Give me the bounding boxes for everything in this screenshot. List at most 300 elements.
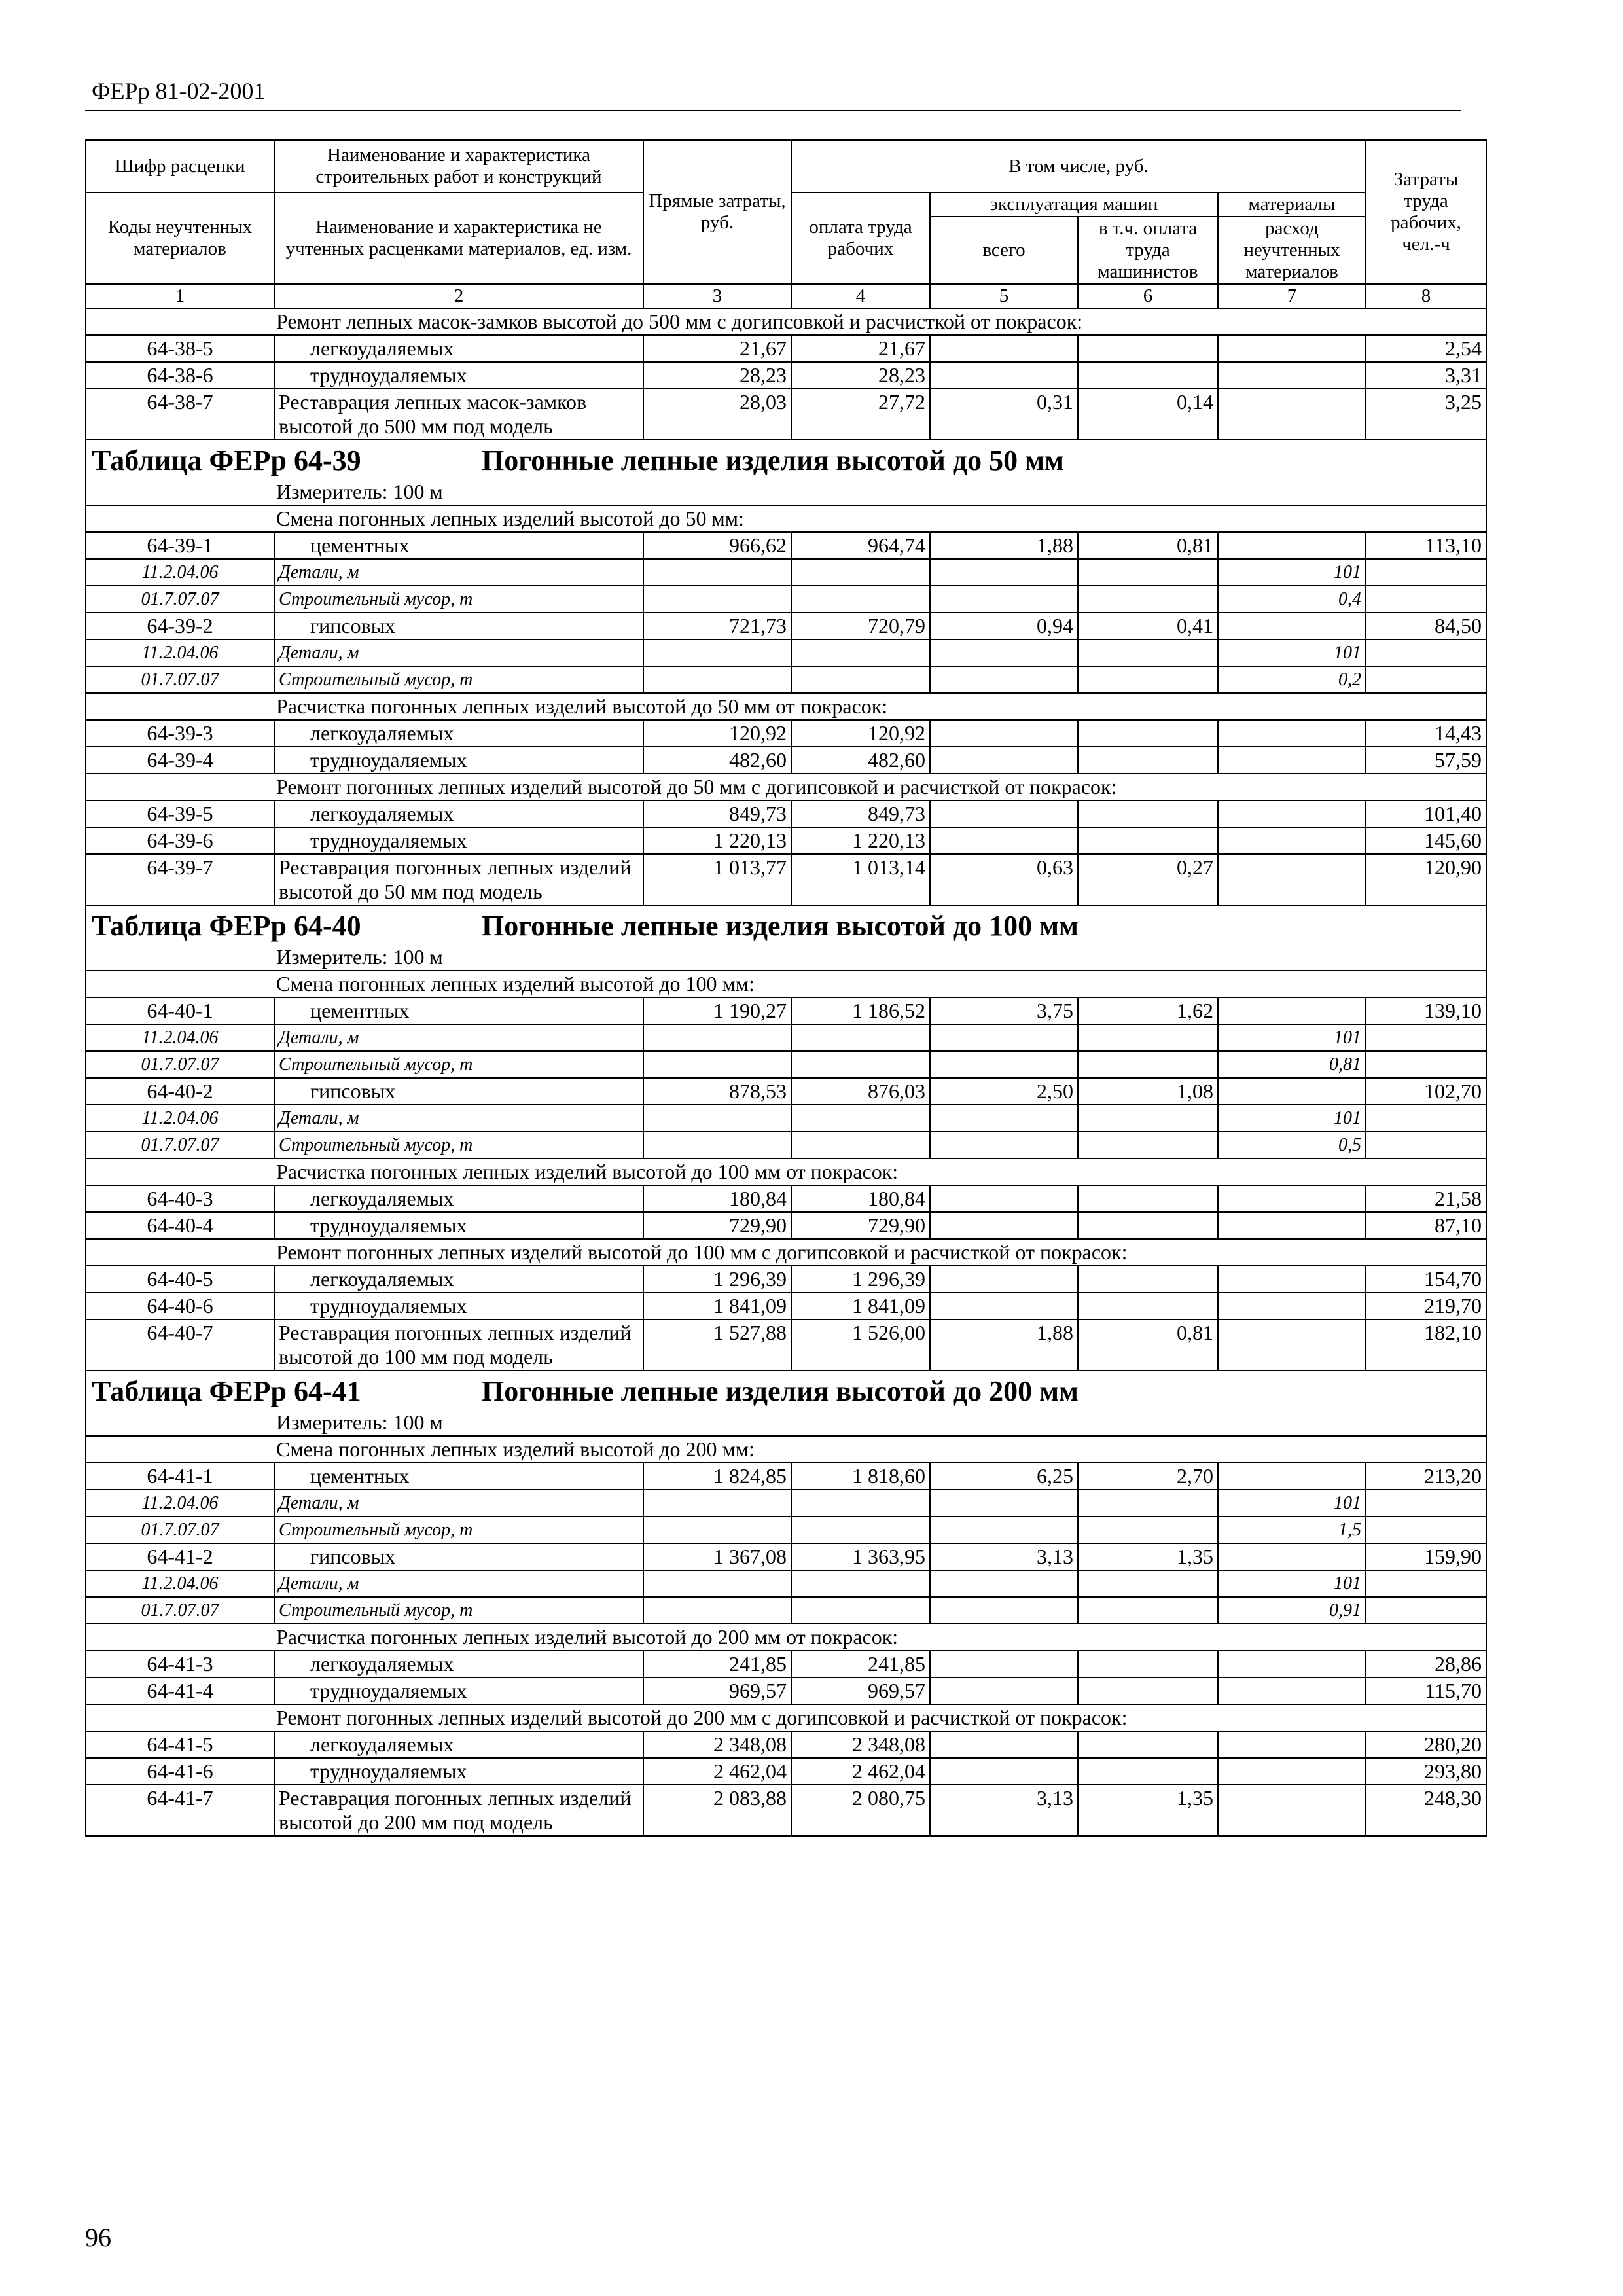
machine-cost: 1,88 [930,532,1078,559]
materials-cost [1218,1731,1366,1758]
empty-cell [1078,666,1218,693]
rate-code: 64-40-3 [86,1185,274,1212]
operator-cost [1078,827,1218,854]
section-row [86,1624,1486,1651]
rate-name-text: гипсовых [310,1545,396,1568]
rate-name [274,1785,643,1836]
labor-hours: 293,80 [1366,1758,1486,1785]
rate-row [86,362,1486,389]
header-rule [85,110,1461,111]
rate-name [274,1078,643,1105]
empty-cell [1366,1490,1486,1516]
material-name: Строительный мусор, т [274,1597,643,1624]
direct-cost: 1 367,08 [643,1543,791,1570]
rate-name-text: легкоудаляемых [310,1732,454,1756]
empty-cell [643,586,791,613]
material-name: Детали, м [274,1105,643,1132]
rate-name [274,1677,643,1704]
rate-code: 64-39-4 [86,747,274,774]
empty-cell [1366,1570,1486,1597]
rate-name-text: трудноудаляемых [310,1679,467,1702]
table-heading: Погонные лепные изделия высотой до 200 мм [482,1375,1079,1407]
empty-cell [930,1024,1078,1051]
operator-cost [1078,1185,1218,1212]
labor-hours: 213,20 [1366,1463,1486,1490]
machine-cost: 3,13 [930,1785,1078,1836]
empty-cell [1078,586,1218,613]
section-title: Смена погонных лепных изделий высотой до 200 мм: [86,1436,1486,1463]
direct-cost: 1 190,27 [643,997,791,1024]
empty-cell [643,1516,791,1543]
rate-row [86,532,1486,559]
direct-cost: 241,85 [643,1651,791,1677]
labor-hours: 3,25 [1366,389,1486,440]
empty-cell [1366,1132,1486,1158]
empty-cell [1078,1516,1218,1543]
material-row [86,1051,1486,1078]
material-code: 11.2.04.06 [86,1490,274,1516]
operator-cost: 0,81 [1078,1319,1218,1371]
rate-code: 64-38-7 [86,389,274,440]
direct-cost: 2 348,08 [643,1731,791,1758]
materials-cost [1218,613,1366,639]
empty-cell [1366,586,1486,613]
labor-hours: 248,30 [1366,1785,1486,1836]
direct-cost: 28,23 [643,362,791,389]
machine-cost [930,1185,1078,1212]
materials-cost [1218,362,1366,389]
col-name-bottom: Наименование и характеристика не учтенных расценками материалов, ед. изм. [274,192,643,284]
rate-code: 64-39-6 [86,827,274,854]
machine-cost: 3,13 [930,1543,1078,1570]
measure-row [86,1410,1486,1436]
material-name: Строительный мусор, т [274,1516,643,1543]
rate-code: 64-41-3 [86,1651,274,1677]
material-name: Строительный мусор, т [274,1051,643,1078]
section-row [86,971,1486,997]
materials-cost [1218,532,1366,559]
rate-row [86,389,1486,440]
table-number: Таблица ФЕРр 64-41 [92,1375,361,1407]
materials-cost [1218,720,1366,747]
rate-row [86,1078,1486,1105]
machine-cost [930,1266,1078,1293]
direct-cost: 1 013,77 [643,854,791,905]
empty-cell [791,559,930,586]
materials-cost [1218,1651,1366,1677]
labor-cost: 964,74 [791,532,930,559]
table-title [86,905,1486,944]
labor-hours: 28,86 [1366,1651,1486,1677]
materials-cost [1218,800,1366,827]
labor-hours: 2,54 [1366,335,1486,362]
machine-cost [930,827,1078,854]
rate-row [86,854,1486,905]
labor-hours: 145,60 [1366,827,1486,854]
operator-cost [1078,747,1218,774]
materials-cost [1218,1677,1366,1704]
rate-code: 64-39-7 [86,854,274,905]
col-operators: в т.ч. оплата труда машинистов [1078,217,1218,284]
operator-cost: 1,35 [1078,1543,1218,1570]
material-code: 11.2.04.06 [86,1570,274,1597]
rate-code: 64-41-7 [86,1785,274,1836]
rate-row [86,613,1486,639]
rate-name-text: легкоудаляемых [310,1187,454,1210]
section-title: Ремонт погонных лепных изделий высотой до 100 мм с догипсовкой и расчисткой от покрасок: [86,1239,1486,1266]
rate-row [86,997,1486,1024]
col-materials: материалы [1218,192,1366,217]
rate-name [274,997,643,1024]
empty-cell [643,1570,791,1597]
rate-name [274,532,643,559]
rates-table [85,139,1487,1837]
operator-cost [1078,362,1218,389]
empty-cell [1366,1597,1486,1624]
materials-cost [1218,854,1366,905]
operator-cost: 0,14 [1078,389,1218,440]
col-num-8: 8 [1366,284,1486,308]
material-code: 01.7.07.07 [86,1132,274,1158]
operator-cost [1078,1677,1218,1704]
labor-cost: 969,57 [791,1677,930,1704]
rate-code: 64-40-6 [86,1293,274,1319]
labor-cost: 1 841,09 [791,1293,930,1319]
materials-cost [1218,1293,1366,1319]
table-heading: Погонные лепные изделия высотой до 100 мм [482,910,1079,942]
rate-code: 64-41-2 [86,1543,274,1570]
rate-name [274,800,643,827]
labor-cost: 849,73 [791,800,930,827]
labor-hours: 115,70 [1366,1677,1486,1704]
rate-code: 64-40-4 [86,1212,274,1239]
rate-row [86,720,1486,747]
col-num-2: 2 [274,284,643,308]
rate-name [274,747,643,774]
rate-name [274,854,643,905]
table-title-row [86,1371,1486,1410]
operator-cost: 1,35 [1078,1785,1218,1836]
empty-cell [791,1597,930,1624]
material-code: 11.2.04.06 [86,1105,274,1132]
col-consumption: расход неучтенных материалов [1218,217,1366,284]
rate-name [274,1731,643,1758]
rate-name [274,1758,643,1785]
empty-cell [930,1570,1078,1597]
empty-cell [643,1051,791,1078]
empty-cell [1078,1597,1218,1624]
labor-hours: 280,20 [1366,1731,1486,1758]
rate-name [274,389,643,440]
section-row [86,1436,1486,1463]
rate-name [274,1212,643,1239]
labor-hours: 57,59 [1366,747,1486,774]
material-consumption: 0,81 [1218,1051,1366,1078]
labor-hours: 113,10 [1366,532,1486,559]
operator-cost: 1,62 [1078,997,1218,1024]
machine-cost [930,1651,1078,1677]
materials-cost [1218,1212,1366,1239]
empty-cell [1366,1051,1486,1078]
labor-hours: 154,70 [1366,1266,1486,1293]
col-num-6: 6 [1078,284,1218,308]
machine-cost: 0,63 [930,854,1078,905]
rate-row [86,1212,1486,1239]
machine-cost [930,1731,1078,1758]
empty-cell [1366,1105,1486,1132]
labor-cost: 27,72 [791,389,930,440]
operator-cost: 0,41 [1078,613,1218,639]
rate-name [274,720,643,747]
labor-hours: 84,50 [1366,613,1486,639]
direct-cost: 849,73 [643,800,791,827]
material-row [86,1490,1486,1516]
machine-cost [930,1677,1078,1704]
empty-cell [791,666,930,693]
empty-cell [791,1570,930,1597]
direct-cost: 1 220,13 [643,827,791,854]
rate-name-text: Реставрация погонных лепных изделий высотой до 50 мм под модель [279,855,632,903]
rate-name [274,335,643,362]
operator-cost: 0,81 [1078,532,1218,559]
direct-cost: 1 841,09 [643,1293,791,1319]
section-row [86,505,1486,532]
direct-cost: 1 527,88 [643,1319,791,1371]
labor-hours: 3,31 [1366,362,1486,389]
measure-text: Измеритель: 100 м [86,944,1486,971]
machine-cost: 0,31 [930,389,1078,440]
materials-cost [1218,827,1366,854]
rate-row [86,1758,1486,1785]
material-consumption: 0,5 [1218,1132,1366,1158]
material-code: 11.2.04.06 [86,1024,274,1051]
empty-cell [930,586,1078,613]
machine-cost [930,720,1078,747]
labor-cost: 241,85 [791,1651,930,1677]
col-codes: Коды неучтенных материалов [86,192,274,284]
rate-name-text: легкоудаляемых [310,1652,454,1676]
empty-cell [791,639,930,666]
empty-cell [1078,639,1218,666]
labor-cost: 1 526,00 [791,1319,930,1371]
rate-name-text: трудноудаляемых [310,748,467,772]
labor-cost: 28,23 [791,362,930,389]
material-name: Детали, м [274,559,643,586]
rate-name-text: легкоудаляемых [310,1267,454,1291]
table-title [86,1371,1486,1410]
empty-cell [791,1024,930,1051]
rate-code: 64-38-5 [86,335,274,362]
labor-hours: 120,90 [1366,854,1486,905]
running-header: ФЕРр 81-02-2001 [92,78,266,104]
direct-cost: 180,84 [643,1185,791,1212]
section-row [86,1704,1486,1731]
col-direct: Прямые затраты, руб. [643,140,791,284]
empty-cell [930,1597,1078,1624]
section-title: Расчистка погонных лепных изделий высотой до 50 мм от покрасок: [86,693,1486,720]
labor-hours: 102,70 [1366,1078,1486,1105]
empty-cell [643,1597,791,1624]
rate-row [86,827,1486,854]
operator-cost [1078,1758,1218,1785]
labor-hours: 139,10 [1366,997,1486,1024]
section-title: Смена погонных лепных изделий высотой до 50 мм: [86,505,1486,532]
measure-row [86,944,1486,971]
rate-name-text: цементных [310,999,410,1022]
rate-name [274,1543,643,1570]
labor-hours: 14,43 [1366,720,1486,747]
material-consumption: 0,4 [1218,586,1366,613]
labor-hours: 21,58 [1366,1185,1486,1212]
rate-name-text: Реставрация погонных лепных изделий высотой до 100 мм под модель [279,1321,632,1369]
material-consumption: 0,2 [1218,666,1366,693]
direct-cost: 878,53 [643,1078,791,1105]
labor-cost: 1 013,14 [791,854,930,905]
rate-name-text: трудноудаляемых [310,1759,467,1783]
col-num-7: 7 [1218,284,1366,308]
materials-cost [1218,747,1366,774]
operator-cost [1078,1212,1218,1239]
table-title-row [86,440,1486,479]
empty-cell [791,586,930,613]
rate-name [274,1463,643,1490]
material-name: Строительный мусор, т [274,666,643,693]
labor-cost: 1 220,13 [791,827,930,854]
empty-cell [643,1132,791,1158]
labor-hours: 219,70 [1366,1293,1486,1319]
rate-code: 64-41-1 [86,1463,274,1490]
direct-cost: 28,03 [643,389,791,440]
machine-cost [930,335,1078,362]
col-num-5: 5 [930,284,1078,308]
material-row [86,666,1486,693]
material-consumption: 101 [1218,1490,1366,1516]
rate-row [86,1785,1486,1836]
material-name: Детали, м [274,639,643,666]
operator-cost [1078,1266,1218,1293]
direct-cost: 969,57 [643,1677,791,1704]
material-consumption: 101 [1218,1570,1366,1597]
empty-cell [930,1490,1078,1516]
table-title [86,440,1486,479]
rate-name-text: трудноудаляемых [310,363,467,387]
machine-cost [930,800,1078,827]
direct-cost: 482,60 [643,747,791,774]
empty-cell [930,666,1078,693]
empty-cell [1366,1024,1486,1051]
rate-name [274,1319,643,1371]
machine-cost [930,747,1078,774]
material-code: 01.7.07.07 [86,1051,274,1078]
materials-cost [1218,1785,1366,1836]
col-num-3: 3 [643,284,791,308]
table-number: Таблица ФЕРр 64-40 [92,910,361,942]
machine-cost: 3,75 [930,997,1078,1024]
rate-name [274,1293,643,1319]
material-code: 01.7.07.07 [86,1516,274,1543]
rate-code: 64-41-5 [86,1731,274,1758]
labor-cost: 720,79 [791,613,930,639]
labor-cost: 2 462,04 [791,1758,930,1785]
machine-cost [930,362,1078,389]
empty-cell [1366,559,1486,586]
operator-cost [1078,335,1218,362]
empty-cell [643,666,791,693]
table-number: Таблица ФЕРр 64-39 [92,444,361,476]
materials-cost [1218,997,1366,1024]
col-total: всего [930,217,1078,284]
col-workers: Затраты труда рабочих, чел.-ч [1366,140,1486,284]
rate-row [86,1266,1486,1293]
material-consumption: 101 [1218,1024,1366,1051]
measure-text: Измеритель: 100 м [86,1410,1486,1436]
rate-code: 64-39-1 [86,532,274,559]
rate-row [86,1463,1486,1490]
materials-cost [1218,335,1366,362]
rate-name-text: гипсовых [310,1079,396,1103]
empty-cell [791,1490,930,1516]
col-including: В том числе, руб. [791,140,1366,192]
empty-cell [930,1132,1078,1158]
rate-code: 64-40-5 [86,1266,274,1293]
materials-cost [1218,1185,1366,1212]
material-name: Детали, м [274,1024,643,1051]
labor-cost: 1 186,52 [791,997,930,1024]
rate-row [86,1651,1486,1677]
labor-cost: 876,03 [791,1078,930,1105]
labor-hours: 87,10 [1366,1212,1486,1239]
machine-cost [930,1212,1078,1239]
rate-name-text: трудноудаляемых [310,1213,467,1237]
table-heading: Погонные лепные изделия высотой до 50 мм [482,444,1065,476]
measure-text: Измеритель: 100 м [86,479,1486,505]
material-code: 01.7.07.07 [86,586,274,613]
material-name: Строительный мусор, т [274,1132,643,1158]
rate-name-text: легкоудаляемых [310,336,454,360]
material-name: Детали, м [274,1490,643,1516]
machine-cost [930,1293,1078,1319]
material-name: Детали, м [274,1570,643,1597]
rate-name [274,1651,643,1677]
section-title: Расчистка погонных лепных изделий высотой до 100 мм от покрасок: [86,1158,1486,1185]
empty-cell [930,559,1078,586]
col-num-1: 1 [86,284,274,308]
materials-cost [1218,389,1366,440]
rate-name-text: трудноудаляемых [310,1294,467,1318]
labor-cost: 729,90 [791,1212,930,1239]
col-num-4: 4 [791,284,930,308]
rate-name-text: цементных [310,1464,410,1488]
empty-cell [791,1105,930,1132]
section-row [86,693,1486,720]
labor-cost: 1 296,39 [791,1266,930,1293]
material-row [86,586,1486,613]
rate-row [86,1677,1486,1704]
rate-name [274,827,643,854]
empty-cell [791,1132,930,1158]
rate-name [274,1266,643,1293]
labor-hours: 182,10 [1366,1319,1486,1371]
material-consumption: 101 [1218,639,1366,666]
direct-cost: 721,73 [643,613,791,639]
table-title-row [86,905,1486,944]
material-code: 11.2.04.06 [86,639,274,666]
col-name-top: Наименование и характеристика строительных работ и конструкций [274,140,643,192]
rate-name-text: легкоудаляемых [310,802,454,825]
empty-cell [791,1051,930,1078]
material-row [86,1570,1486,1597]
empty-cell [791,1516,930,1543]
